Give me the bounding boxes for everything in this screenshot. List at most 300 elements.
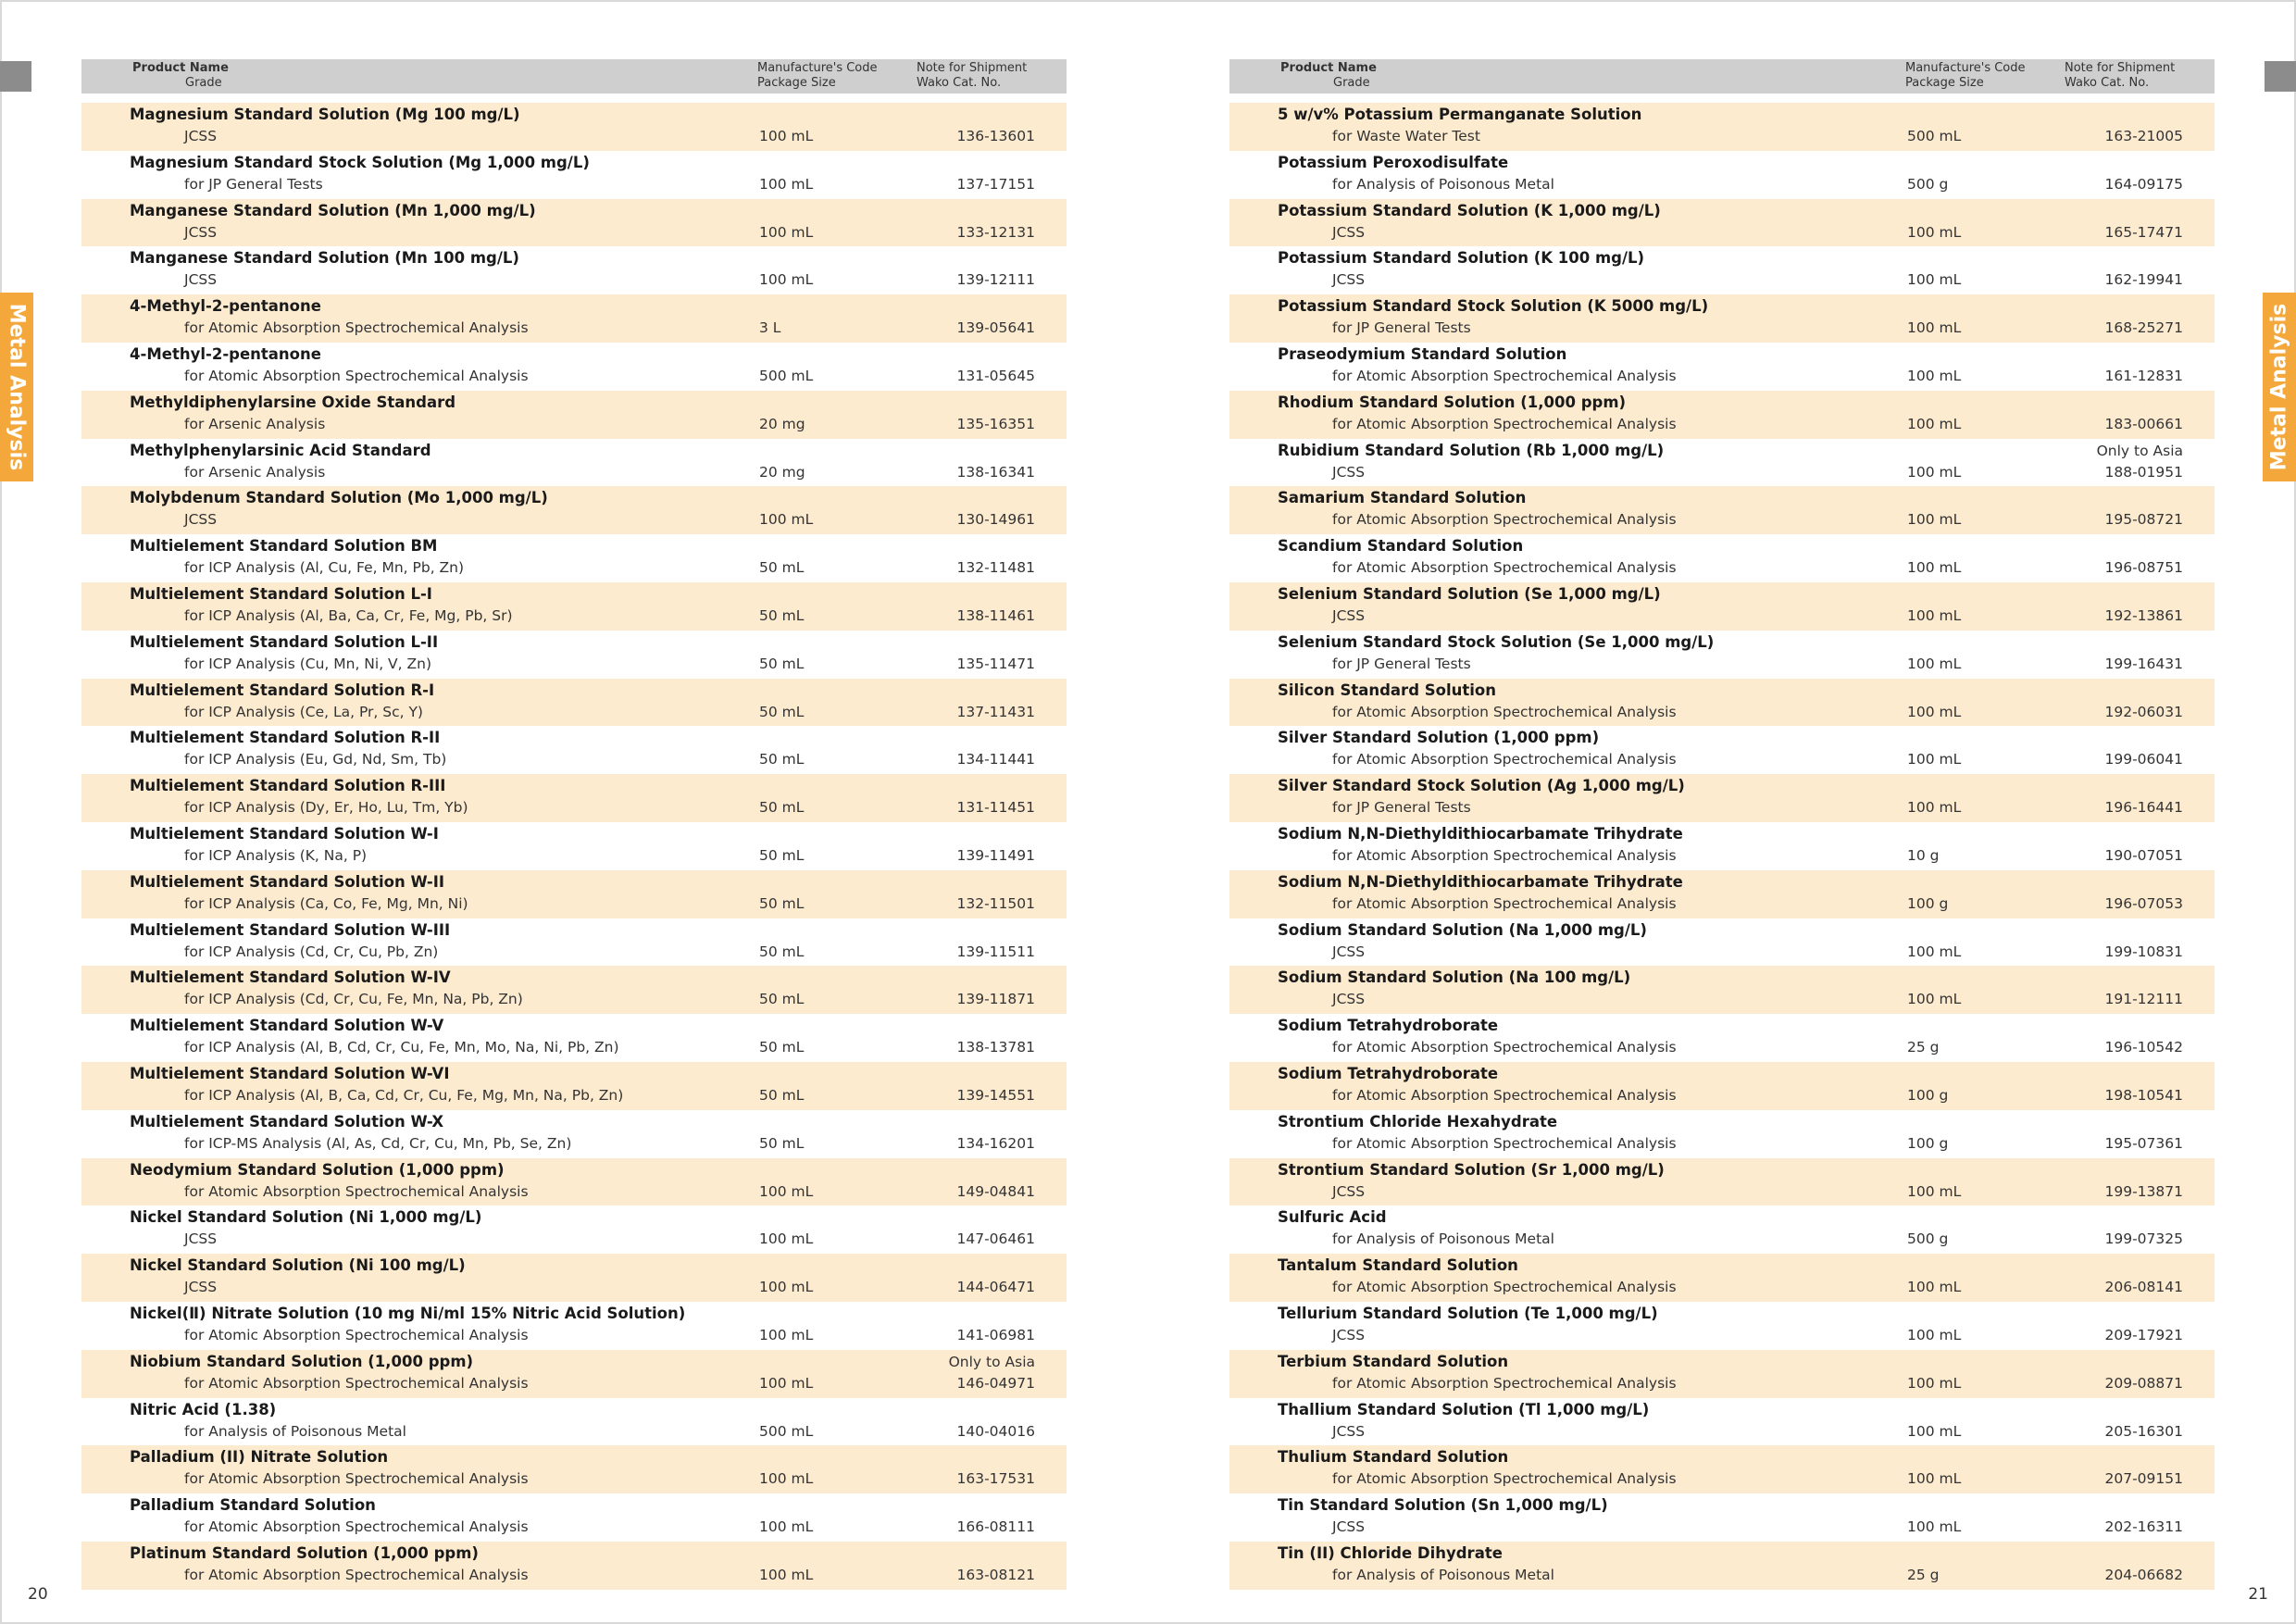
product-grade: for Atomic Absorption Spectrochemical Analysis — [1332, 1086, 1677, 1104]
product-grade: for ICP Analysis (Dy, Er, Ho, Lu, Tm, Yb) — [184, 799, 468, 817]
package-size: 500 mL — [1907, 128, 1962, 144]
product-grade: for Atomic Absorption Spectrochemical Analysis — [1332, 511, 1677, 529]
product-grade: JCSS — [1332, 1326, 1366, 1343]
package-size: 100 mL — [1907, 271, 1962, 289]
product-name: Multielement Standard Solution BM — [130, 537, 438, 556]
package-size: 100 mL — [1907, 703, 1962, 720]
catalog-number: 188-01951 — [2104, 463, 2183, 481]
product-name: Methylphenylarsinic Acid Standard — [130, 441, 431, 459]
product-name: Samarium Standard Solution — [1278, 489, 1527, 507]
package-size: 100 mL — [1907, 606, 1962, 624]
product-name: Silver Standard Stock Solution (Ag 1,000 mg/L) — [1278, 777, 1685, 795]
product-name: Magnesium Standard Solution (Mg 100 mg/L) — [130, 106, 520, 123]
table-row — [81, 1350, 1067, 1398]
package-size: 50 mL — [759, 846, 805, 864]
table-row — [1229, 1206, 2215, 1254]
product-grade: for Atomic Absorption Spectrochemical Analysis — [1332, 415, 1677, 432]
table-row — [81, 966, 1067, 1014]
table-row — [1229, 1493, 2215, 1542]
package-size: 100 mL — [759, 1374, 814, 1392]
package-size: 100 mL — [759, 1182, 814, 1200]
product-grade: for Atomic Absorption Spectrochemical Analysis — [184, 1470, 529, 1488]
table-row — [81, 1062, 1067, 1110]
table-row — [1229, 582, 2215, 631]
product-grade: JCSS — [1332, 1182, 1366, 1200]
product-grade: for Atomic Absorption Spectrochemical Analysis — [1332, 703, 1677, 720]
table-row — [81, 1542, 1067, 1590]
product-grade: for Atomic Absorption Spectrochemical Analysis — [1332, 751, 1677, 768]
package-size: 3 L — [759, 319, 781, 337]
product-name: 4-Methyl-2-pentanone — [130, 297, 321, 316]
catalog-number: 133-12131 — [956, 223, 1035, 241]
catalog-number: 207-09151 — [2104, 1470, 2183, 1488]
product-name: Multielement Standard Solution L-I — [130, 584, 432, 603]
product-grade: for JP General Tests — [184, 175, 323, 193]
table-row — [1229, 918, 2215, 967]
product-grade: for ICP Analysis (Eu, Gd, Nd, Sm, Tb) — [184, 751, 447, 768]
catalog-number: 139-05641 — [956, 319, 1035, 337]
product-grade: for ICP Analysis (Al, B, Cd, Cr, Cu, Fe, Mn, Mo, Na, Ni, Pb, Zn) — [184, 1039, 619, 1056]
table-row — [81, 246, 1067, 294]
package-size: 100 mL — [759, 1518, 814, 1536]
catalog-number: 166-08111 — [956, 1518, 1035, 1536]
product-name: Multielement Standard Solution W-VI — [130, 1064, 450, 1082]
package-size: 100 mL — [1907, 1279, 1962, 1296]
product-grade: JCSS — [1332, 991, 1366, 1008]
package-size: 500 g — [1907, 1230, 1949, 1248]
product-name: Silver Standard Solution (1,000 ppm) — [1278, 729, 1600, 747]
package-size: 100 mL — [1907, 1422, 1962, 1440]
package-size: 100 mL — [1907, 559, 1962, 577]
product-grade: JCSS — [1332, 1422, 1366, 1440]
product-name: Nickel Standard Solution (Ni 1,000 mg/L) — [130, 1208, 482, 1227]
product-grade: for ICP Analysis (Ca, Co, Fe, Mg, Mn, Ni) — [184, 894, 468, 912]
catalog-number: 130-14961 — [956, 511, 1035, 529]
catalog-number: 163-08121 — [956, 1566, 1035, 1583]
product-name: Silicon Standard Solution — [1278, 681, 1496, 699]
product-name: Selenium Standard Solution (Se 1,000 mg/L) — [1278, 584, 1661, 603]
product-name: Nickel Standard Solution (Ni 100 mg/L) — [130, 1256, 466, 1275]
shipment-note: Only to Asia — [2096, 442, 2183, 459]
product-grade: for Atomic Absorption Spectrochemical Analysis — [1332, 367, 1677, 384]
header-note: Note for Shipment — [2065, 61, 2176, 75]
catalog-number: 131-05645 — [956, 367, 1035, 384]
table-row — [1229, 343, 2215, 391]
product-name: 4-Methyl-2-pentanone — [130, 344, 321, 363]
package-size: 100 mL — [1907, 943, 1962, 960]
package-size: 50 mL — [759, 751, 805, 768]
catalog-number: 139-11511 — [956, 943, 1035, 960]
catalog-number: 132-11481 — [956, 559, 1035, 577]
product-name: Platinum Standard Solution (1,000 ppm) — [130, 1543, 479, 1562]
catalog-number: 132-11501 — [956, 894, 1035, 912]
product-name: Nickel(Ⅱ) Nitrate Solution (10 mg Ni/ml 15% Nitric Acid Solution) — [130, 1304, 686, 1322]
table-row — [81, 726, 1067, 774]
section-tab-label: Metal Analysis — [2267, 303, 2291, 471]
product-grade: for Atomic Absorption Spectrochemical Analysis — [184, 319, 529, 337]
product-name: Scandium Standard Solution — [1278, 537, 1524, 556]
catalog-number: 192-13861 — [2104, 606, 2183, 624]
package-size: 100 mL — [1907, 415, 1962, 432]
catalog-number: 138-16341 — [956, 463, 1035, 481]
product-grade: for Atomic Absorption Spectrochemical Analysis — [1332, 1470, 1677, 1488]
product-name: Tin Standard Solution (Sn 1,000 mg/L) — [1278, 1496, 1608, 1515]
product-grade: for ICP Analysis (Al, Cu, Fe, Mn, Pb, Zn) — [184, 559, 465, 577]
product-name: Multielement Standard Solution W-IV — [130, 968, 451, 987]
product-grade: for JP General Tests — [1332, 319, 1471, 337]
table-row — [81, 1493, 1067, 1542]
product-grade: for ICP Analysis (Al, B, Ca, Cd, Cr, Cu, Fe, Mg, Mn, Na, Pb, Zn) — [184, 1086, 624, 1104]
product-grade: for ICP-MS Analysis (Al, As, Cd, Cr, Cu, Mn, Pb, Se, Zn) — [184, 1134, 572, 1152]
product-name: Potassium Peroxodisulfate — [1278, 153, 1509, 171]
product-name: Sodium N,N-Diethyldithiocarbamate Trihydrate — [1278, 872, 1683, 891]
table-row — [81, 391, 1067, 439]
catalog-number: 206-08141 — [2104, 1279, 2183, 1296]
catalog-number: 163-21005 — [2104, 128, 2183, 144]
catalog-number: 199-13871 — [2104, 1182, 2183, 1200]
package-size: 100 mL — [759, 271, 814, 289]
package-size: 100 mL — [759, 1566, 814, 1583]
catalog-number: 199-16431 — [2104, 655, 2183, 672]
table-row — [1229, 726, 2215, 774]
package-size: 100 mL — [1907, 1518, 1962, 1536]
package-size: 50 mL — [759, 559, 805, 577]
package-size: 100 mL — [1907, 799, 1962, 817]
catalog-number: 204-06682 — [2104, 1566, 2183, 1583]
product-name: Manganese Standard Solution (Mn 1,000 mg/L) — [130, 201, 536, 219]
product-name: Tantalum Standard Solution — [1278, 1256, 1518, 1275]
catalog-number: 196-07053 — [2104, 894, 2183, 912]
product-name: Methyldiphenylarsine Oxide Standard — [130, 393, 456, 411]
header-grade: Grade — [1333, 76, 1370, 90]
product-grade: for Analysis of Poisonous Metal — [184, 1422, 406, 1440]
table-row — [1229, 774, 2215, 822]
table-row — [1229, 1014, 2215, 1062]
package-size: 100 mL — [1907, 751, 1962, 768]
catalog-number: 137-11431 — [956, 703, 1035, 720]
product-name: Multielement Standard Solution R-II — [130, 729, 441, 747]
table-row — [81, 103, 1067, 151]
product-name: Multielement Standard Solution R-III — [130, 777, 446, 795]
column-header — [1229, 59, 2215, 94]
product-grade: for JP General Tests — [1332, 799, 1471, 817]
table-row — [1229, 1158, 2215, 1206]
table-row — [1229, 1110, 2215, 1158]
catalog-number: 199-10831 — [2104, 943, 2183, 960]
product-name: Rubidium Standard Solution (Rb 1,000 mg/L) — [1278, 441, 1665, 459]
package-size: 100 mL — [1907, 1470, 1962, 1488]
table-row — [1229, 1398, 2215, 1446]
table-row — [1229, 631, 2215, 679]
product-name: Rhodium Standard Solution (1,000 ppm) — [1278, 393, 1627, 411]
product-name: Molybdenum Standard Solution (Mo 1,000 mg/L) — [130, 489, 548, 507]
catalog-number: 192-06031 — [2104, 703, 2183, 720]
catalog-number: 134-16201 — [956, 1134, 1035, 1152]
product-grade: for Arsenic Analysis — [184, 415, 326, 432]
product-grade: for Atomic Absorption Spectrochemical Analysis — [184, 1566, 529, 1583]
catalog-number: 199-07325 — [2104, 1230, 2183, 1248]
table-row — [81, 1158, 1067, 1206]
catalog-number: 199-06041 — [2104, 751, 2183, 768]
catalog-number: 190-07051 — [2104, 846, 2183, 864]
catalog-number: 202-16311 — [2104, 1518, 2183, 1536]
catalog-number: 165-17471 — [2104, 223, 2183, 241]
table-row — [81, 1206, 1067, 1254]
product-grade: for Atomic Absorption Spectrochemical Analysis — [184, 1326, 529, 1343]
package-size: 20 mg — [759, 463, 805, 481]
package-size: 100 mL — [1907, 463, 1962, 481]
table-row — [1229, 966, 2215, 1014]
table-row — [1229, 679, 2215, 727]
package-size: 50 mL — [759, 1086, 805, 1104]
table-row — [81, 918, 1067, 967]
product-name: Tellurium Standard Solution (Te 1,000 mg/L) — [1278, 1304, 1658, 1322]
header-note: Note for Shipment — [917, 61, 1028, 75]
corner-tab-right — [2265, 61, 2296, 92]
table-row — [81, 870, 1067, 918]
table-row — [81, 294, 1067, 343]
table-row — [81, 343, 1067, 391]
table-row — [81, 534, 1067, 582]
package-size: 100 g — [1907, 1134, 1949, 1152]
header-package-size: Package Size — [1905, 76, 1984, 90]
catalog-number: 139-11871 — [956, 991, 1035, 1008]
catalog-number: 138-11461 — [956, 606, 1035, 624]
table-row — [1229, 1542, 2215, 1590]
table-row — [81, 679, 1067, 727]
catalog-number: 147-06461 — [956, 1230, 1035, 1248]
package-size: 100 mL — [759, 223, 814, 241]
header-grade: Grade — [185, 76, 222, 90]
product-grade: for JP General Tests — [1332, 655, 1471, 672]
product-name: Multielement Standard Solution W-I — [130, 824, 439, 843]
package-size: 500 mL — [759, 1422, 814, 1440]
left-page-table — [81, 59, 1067, 1590]
table-row — [1229, 1445, 2215, 1493]
table-row — [81, 1254, 1067, 1302]
section-tab-label: Metal Analysis — [5, 303, 29, 471]
package-size: 20 mg — [759, 415, 805, 432]
product-grade: for Atomic Absorption Spectrochemical Analysis — [184, 1518, 529, 1536]
catalog-number: 183-00661 — [2104, 415, 2183, 432]
header-cat-no: Wako Cat. No. — [2065, 76, 2150, 90]
product-name: Palladium Standard Solution — [130, 1496, 376, 1515]
catalog-number: 162-19941 — [2104, 271, 2183, 289]
catalog-number: 191-12111 — [2104, 991, 2183, 1008]
column-header — [81, 59, 1067, 94]
product-name: Strontium Chloride Hexahydrate — [1278, 1112, 1558, 1131]
table-row — [1229, 1350, 2215, 1398]
product-grade: for ICP Analysis (Cu, Mn, Ni, V, Zn) — [184, 655, 431, 672]
catalog-number: 163-17531 — [956, 1470, 1035, 1488]
product-grade: JCSS — [1332, 463, 1366, 481]
package-size: 100 mL — [759, 1230, 814, 1248]
product-name: Potassium Standard Solution (K 1,000 mg/L) — [1278, 201, 1661, 219]
table-row — [81, 1014, 1067, 1062]
package-size: 25 g — [1907, 1566, 1940, 1583]
catalog-number: 149-04841 — [956, 1182, 1035, 1200]
product-name: 5 w/v% Potassium Permanganate Solution — [1278, 106, 1642, 123]
table-row — [1229, 486, 2215, 534]
table-row — [81, 582, 1067, 631]
table-row — [81, 1398, 1067, 1446]
product-grade: for Atomic Absorption Spectrochemical Analysis — [1332, 846, 1677, 864]
package-size: 100 mL — [1907, 223, 1962, 241]
catalog-number: 196-08751 — [2104, 559, 2183, 577]
package-size: 100 mL — [1907, 1182, 1962, 1200]
package-size: 500 mL — [759, 367, 814, 384]
product-list — [81, 103, 1067, 1590]
package-size: 10 g — [1907, 846, 1940, 864]
table-row — [1229, 391, 2215, 439]
table-row — [81, 774, 1067, 822]
catalog-number: 139-12111 — [956, 271, 1035, 289]
package-size: 50 mL — [759, 894, 805, 912]
product-name: Sodium Standard Solution (Na 100 mg/L) — [1278, 968, 1631, 987]
product-name: Terbium Standard Solution — [1278, 1352, 1509, 1370]
table-row — [1229, 1302, 2215, 1350]
package-size: 100 mL — [1907, 1374, 1962, 1392]
product-grade: for Atomic Absorption Spectrochemical Analysis — [184, 1182, 529, 1200]
product-grade: for Atomic Absorption Spectrochemical Analysis — [1332, 1279, 1677, 1296]
product-name: Multielement Standard Solution R-I — [130, 681, 435, 699]
package-size: 100 g — [1907, 894, 1949, 912]
product-grade: JCSS — [1332, 223, 1366, 241]
product-grade: JCSS — [1332, 606, 1366, 624]
table-row — [1229, 870, 2215, 918]
product-name: Multielement Standard Solution W-II — [130, 872, 445, 891]
catalog-number: 195-08721 — [2104, 511, 2183, 529]
header-package-size: Package Size — [757, 76, 836, 90]
catalog-number: 139-11491 — [956, 846, 1035, 864]
table-row — [81, 1302, 1067, 1350]
catalog-number: 164-09175 — [2104, 175, 2183, 193]
product-grade: JCSS — [184, 1230, 218, 1248]
header-cat-no: Wako Cat. No. — [917, 76, 1002, 90]
product-grade: JCSS — [184, 1279, 218, 1296]
product-name: Multielement Standard Solution W-III — [130, 920, 451, 939]
table-row — [81, 1110, 1067, 1158]
product-grade: for Waste Water Test — [1332, 128, 1480, 144]
product-name: Sodium Tetrahydroborate — [1278, 1017, 1499, 1035]
package-size: 100 mL — [759, 1470, 814, 1488]
product-grade: for Analysis of Poisonous Metal — [1332, 175, 1554, 193]
product-grade: JCSS — [1332, 271, 1366, 289]
table-row — [1229, 439, 2215, 487]
product-grade: JCSS — [184, 511, 218, 529]
catalog-number: 195-07361 — [2104, 1134, 2183, 1152]
product-grade: JCSS — [184, 223, 218, 241]
page-number-left: 20 — [28, 1585, 48, 1604]
product-grade: for Atomic Absorption Spectrochemical Analysis — [184, 1374, 529, 1392]
table-row — [1229, 246, 2215, 294]
catalog-number: 137-17151 — [956, 175, 1035, 193]
product-grade: JCSS — [1332, 1518, 1366, 1536]
package-size: 100 mL — [759, 1279, 814, 1296]
product-name: Manganese Standard Solution (Mn 100 mg/L) — [130, 249, 519, 268]
product-grade: for Atomic Absorption Spectrochemical Analysis — [184, 367, 529, 384]
package-size: 100 mL — [759, 128, 814, 144]
product-name: Potassium Standard Solution (K 100 mg/L) — [1278, 249, 1645, 268]
package-size: 50 mL — [759, 799, 805, 817]
package-size: 100 mL — [759, 175, 814, 193]
product-name: Sulfuric Acid — [1278, 1208, 1387, 1227]
table-row — [81, 1445, 1067, 1493]
product-grade: for ICP Analysis (K, Na, P) — [184, 846, 368, 864]
catalog-number: 209-17921 — [2104, 1326, 2183, 1343]
section-tab-right — [2263, 293, 2296, 481]
product-name: Sodium Tetrahydroborate — [1278, 1064, 1499, 1082]
product-name: Neodymium Standard Solution (1,000 ppm) — [130, 1160, 505, 1179]
package-size: 100 mL — [1907, 511, 1962, 529]
header-manufacture-code: Manufacture's Code — [1905, 61, 2026, 75]
catalog-number: 196-10542 — [2104, 1039, 2183, 1056]
product-name: Strontium Standard Solution (Sr 1,000 mg/L) — [1278, 1160, 1665, 1179]
shipment-note: Only to Asia — [948, 1353, 1035, 1370]
package-size: 25 g — [1907, 1039, 1940, 1056]
product-name: Sodium Standard Solution (Na 1,000 mg/L) — [1278, 920, 1647, 939]
product-grade: for Atomic Absorption Spectrochemical Analysis — [1332, 894, 1677, 912]
product-name: Tin (II) Chloride Dihydrate — [1278, 1543, 1503, 1562]
package-size: 100 mL — [1907, 367, 1962, 384]
section-tab-left — [0, 293, 33, 481]
product-name: Sodium N,N-Diethyldithiocarbamate Trihydrate — [1278, 824, 1683, 843]
table-row — [1229, 1254, 2215, 1302]
product-name: Multielement Standard Solution W-X — [130, 1112, 444, 1131]
product-grade: for Atomic Absorption Spectrochemical Analysis — [1332, 1039, 1677, 1056]
catalog-number: 131-11451 — [956, 799, 1035, 817]
catalog-number: 198-10541 — [2104, 1086, 2183, 1104]
catalog-number: 140-04016 — [956, 1422, 1035, 1440]
product-list — [1229, 103, 2215, 1590]
product-grade: for Atomic Absorption Spectrochemical Analysis — [1332, 559, 1677, 577]
catalog-number: 205-16301 — [2104, 1422, 2183, 1440]
package-size: 50 mL — [759, 1039, 805, 1056]
table-row — [1229, 103, 2215, 151]
package-size: 500 g — [1907, 175, 1949, 193]
package-size: 100 mL — [759, 1326, 814, 1343]
table-row — [81, 199, 1067, 247]
table-row — [81, 631, 1067, 679]
product-grade: for Analysis of Poisonous Metal — [1332, 1230, 1554, 1248]
table-row — [1229, 534, 2215, 582]
package-size: 100 mL — [1907, 655, 1962, 672]
table-row — [1229, 822, 2215, 870]
catalog-number: 168-25271 — [2104, 319, 2183, 337]
table-row — [1229, 199, 2215, 247]
package-size: 50 mL — [759, 1134, 805, 1152]
product-grade: JCSS — [184, 128, 218, 144]
header-product-name: Product Name — [1280, 61, 1377, 75]
product-name: Thallium Standard Solution (Tl 1,000 mg/L) — [1278, 1400, 1650, 1418]
catalog-number: 139-14551 — [956, 1086, 1035, 1104]
product-name: Palladium (II) Nitrate Solution — [130, 1448, 389, 1467]
product-name: Thulium Standard Solution — [1278, 1448, 1509, 1467]
product-grade: for ICP Analysis (Ce, La, Pr, Sc, Y) — [184, 703, 423, 720]
package-size: 50 mL — [759, 703, 805, 720]
catalog-number: 135-16351 — [956, 415, 1035, 432]
catalog-number: 136-13601 — [956, 128, 1035, 144]
table-row — [1229, 294, 2215, 343]
package-size: 100 mL — [1907, 991, 1962, 1008]
table-row — [81, 822, 1067, 870]
package-size: 100 mL — [1907, 1326, 1962, 1343]
table-row — [81, 486, 1067, 534]
product-name: Potassium Standard Stock Solution (K 5000 mg/L) — [1278, 297, 1709, 316]
product-grade: for ICP Analysis (Cd, Cr, Cu, Fe, Mn, Na, Pb, Zn) — [184, 991, 523, 1008]
package-size: 100 mL — [759, 511, 814, 529]
product-name: Magnesium Standard Stock Solution (Mg 1,000 mg/L) — [130, 153, 590, 171]
